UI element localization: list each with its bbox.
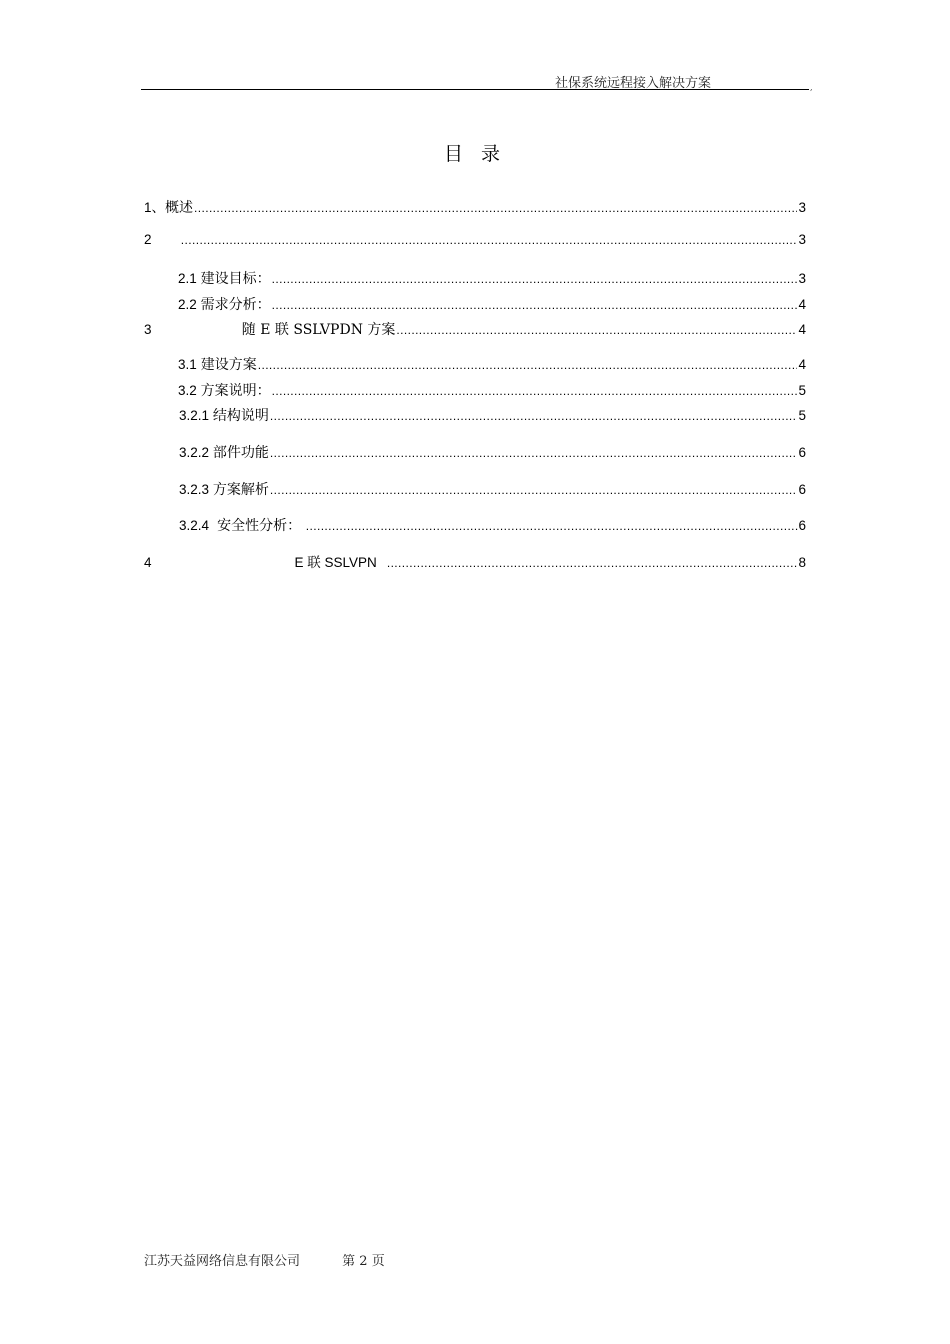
toc-entry-number: 3.2.1 bbox=[179, 408, 210, 423]
toc-leader-dots bbox=[270, 446, 798, 460]
toc-leader-dots bbox=[272, 298, 798, 312]
toc-entry-number: 2 bbox=[144, 232, 152, 247]
footer-page-number: 第 2 页 bbox=[342, 1254, 385, 1269]
toc-entry-page: 3 bbox=[798, 271, 806, 286]
toc-entry-number: 3.2 bbox=[178, 383, 197, 398]
toc-entry-label: 方案解析 bbox=[212, 482, 269, 498]
toc-entry-number: 4 bbox=[144, 555, 152, 570]
toc-entry-3[interactable] bbox=[144, 319, 806, 339]
toc-entry-number: 1、 bbox=[144, 200, 166, 215]
toc-entry-page: 3 bbox=[798, 232, 806, 247]
toc-entry-1[interactable] bbox=[144, 196, 806, 217]
toc-entry-page: 6 bbox=[798, 445, 806, 460]
toc-entry-page: 5 bbox=[798, 408, 806, 423]
toc-entry-label: 部件功能 bbox=[212, 445, 269, 461]
toc-entry-page: 8 bbox=[798, 555, 806, 570]
toc-entry-page: 3 bbox=[798, 200, 806, 215]
toc-entry-label: 随 E 联 SSLVPDN 方案 bbox=[241, 322, 396, 338]
toc-entry-page: 6 bbox=[798, 518, 807, 533]
toc-entry-2-2[interactable] bbox=[178, 294, 806, 314]
toc-leader-dots bbox=[387, 556, 798, 570]
toc-leader-dots bbox=[194, 201, 797, 215]
toc-entry-3-2-3[interactable] bbox=[179, 479, 806, 499]
header-title: 社保系统远程接入解决方案 bbox=[555, 76, 712, 91]
toc-entry-label: 结构说明 bbox=[212, 408, 269, 424]
page-footer bbox=[144, 1250, 385, 1269]
toc-entry-page: 4 bbox=[798, 322, 806, 337]
header-mark: , bbox=[810, 83, 813, 92]
toc-entry-3-2-2[interactable] bbox=[179, 442, 806, 462]
toc-entry-number: 3.2.3 bbox=[179, 482, 210, 497]
toc-entry-label: 需求分析： bbox=[200, 297, 271, 313]
toc-entry-3-2[interactable] bbox=[178, 380, 806, 400]
header-rule bbox=[141, 89, 809, 90]
toc-leader-dots bbox=[270, 483, 798, 497]
toc-entry-2[interactable] bbox=[144, 232, 806, 247]
toc-leader-dots bbox=[306, 519, 798, 533]
toc-entry-label: 安全性分析： bbox=[217, 518, 302, 534]
toc-entry-number: 3 bbox=[144, 322, 152, 337]
toc-entry-label: 概述 bbox=[165, 200, 194, 216]
toc-leader-dots bbox=[181, 233, 798, 247]
toc-entry-3-2-1[interactable] bbox=[179, 405, 806, 425]
footer-company: 江苏天益网络信息有限公司 bbox=[144, 1254, 301, 1269]
toc-entry-page: 6 bbox=[798, 482, 806, 497]
toc-entry-2-1[interactable] bbox=[178, 268, 806, 288]
toc-entry-4[interactable] bbox=[144, 551, 806, 571]
toc-entry-3-2-4[interactable] bbox=[179, 515, 806, 535]
toc-entry-number: 3.2.4 bbox=[179, 518, 210, 533]
toc-entry-3-1[interactable] bbox=[178, 354, 806, 374]
toc-entry-label: 建设目标： bbox=[200, 271, 271, 287]
toc-entry-page: 4 bbox=[798, 297, 806, 312]
toc-leader-dots bbox=[396, 323, 797, 337]
toc-entry-number: 2.2 bbox=[178, 297, 197, 312]
toc-leader-dots bbox=[272, 384, 798, 398]
toc-entry-label: E 联 SSLVPN bbox=[294, 555, 377, 570]
toc-entry-label: 方案说明： bbox=[200, 383, 271, 399]
toc-entry-number: 2.1 bbox=[178, 271, 197, 286]
toc-entry-number: 3.2.2 bbox=[179, 445, 210, 460]
toc-heading: 目 录 bbox=[443, 143, 507, 165]
toc-leader-dots bbox=[270, 409, 798, 423]
toc-entry-number: 3.1 bbox=[178, 357, 197, 372]
toc-leader-dots bbox=[272, 272, 798, 286]
toc-entry-page: 4 bbox=[798, 357, 806, 372]
toc-leader-dots bbox=[258, 358, 798, 372]
toc-entry-label: 建设方案 bbox=[200, 357, 257, 373]
toc-entry-page: 5 bbox=[798, 383, 806, 398]
